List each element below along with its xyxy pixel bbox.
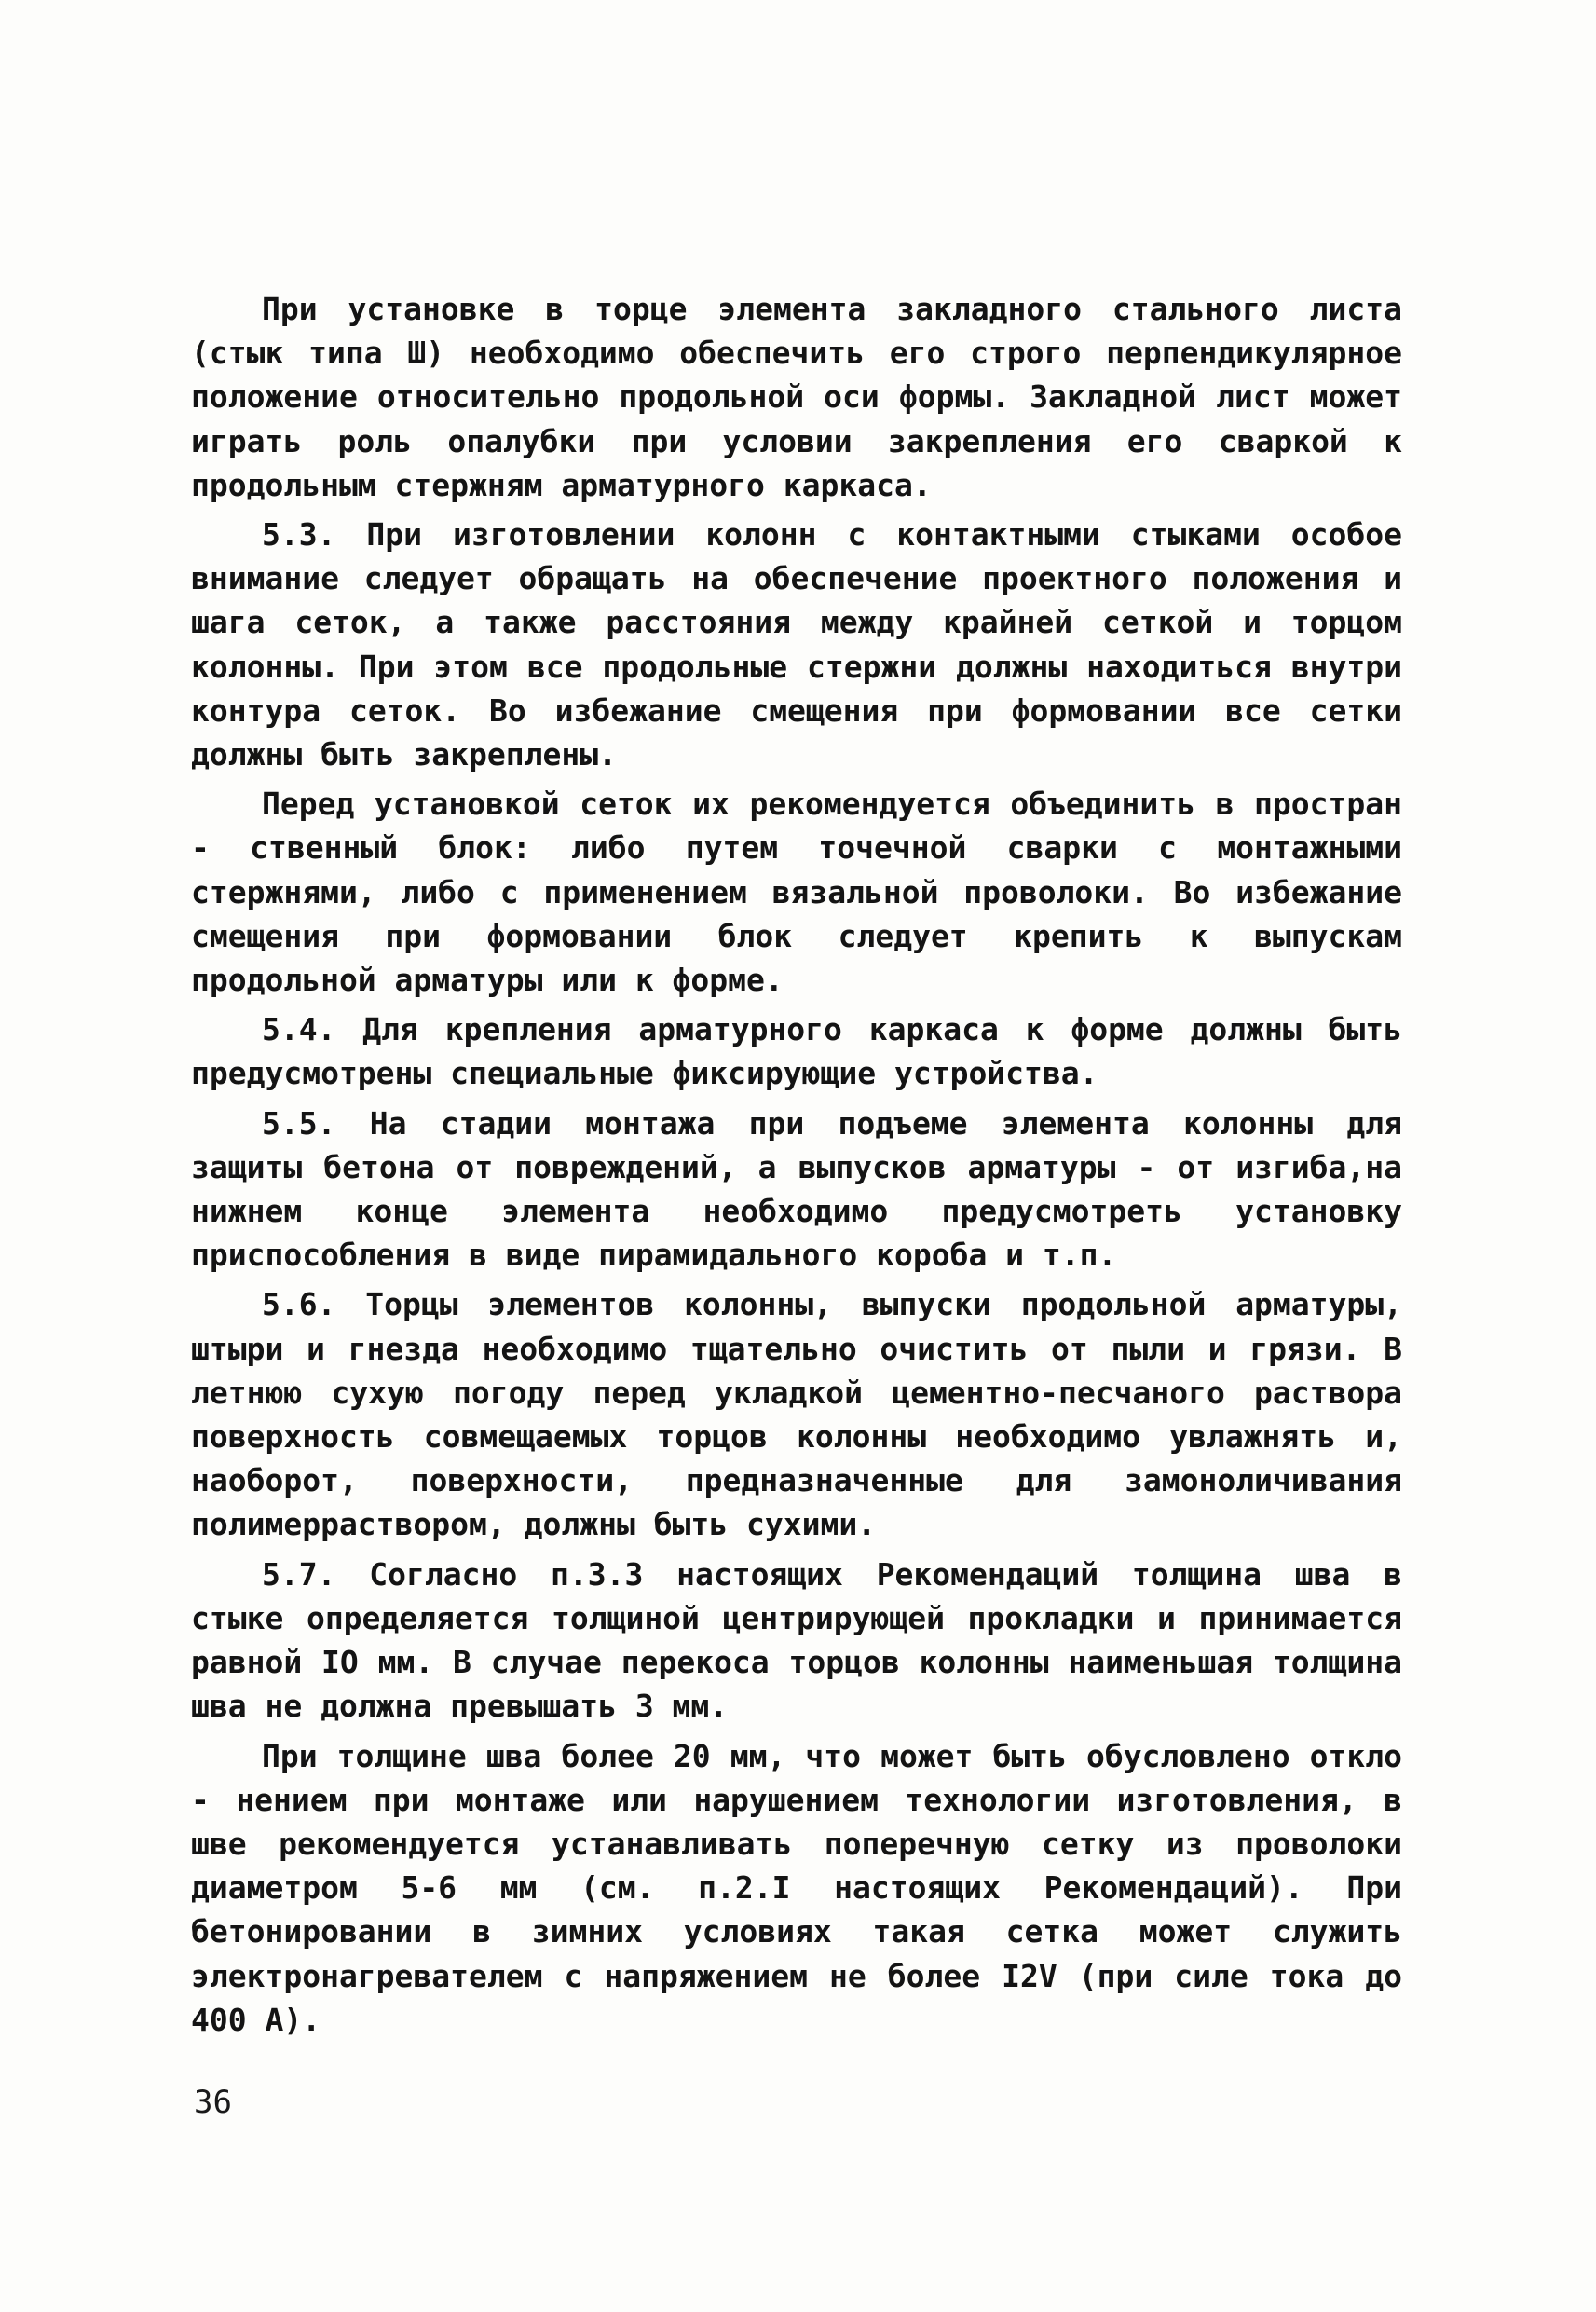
paragraph-intro: При установке в торце элемента закладного стального листа (стык типа Ш) необходимо обеспечить его строго перпендикулярное положение относительно продольной оси формы. Закладной лист может играть роль опалубки при условии закрепления его сваркой к продольным стержням арматурного каркаса. — [191, 291, 1402, 503]
body-text — [191, 287, 1402, 2042]
paragraph-5-7-continued: При толщине шва более 20 мм, что может быть обусловлено откло - нением при монтаже или нарушением технологии изготовления, в шве рекомендуется устанавливать поперечную сетку из проволоки диаметром 5-6 мм (см. п.2.I настоящих Рекомендаций). При бетонировании в зимних условиях такая сетка может служить электронагревателем с напряжением не более I2V (при силе тока до 400 А). — [191, 1737, 1402, 2038]
paragraph-5-6: 5.6. Торцы элементов колонны, выпуски продольной арматуры, штыри и гнезда необходимо тщательно очистить от пыли и грязи. В летнюю сухую погоду перед укладкой цементно-песчаного раствора поверхность совмещаемых торцов колонны необходимо увлажнять и, наоборот, поверхности, предназначенные для замоноличивания полимерраствором, должны быть сухими. — [191, 1286, 1402, 1543]
paragraph-5-7: 5.7. Согласно п.3.3 настоящих Рекомендаций толщина шва в стыке определяется толщиной центрирующей прокладки и принимается равной IO мм. В случае перекоса торцов колонны наименьшая толщина шва не должна превышать 3 мм. — [191, 1555, 1402, 1725]
page-number: 36 — [194, 2084, 232, 2121]
paragraph-5-3-continued: Перед установкой сеток их рекомендуется объединить в простран - ственный блок: либо путем точечной сварки с монтажными стержнями, либо с применением вязальной проволоки. Во избежание смещения при формовании блок следует крепить к выпускам продольной арматуры или к форме. — [191, 786, 1402, 999]
paragraph-5-3: 5.3. При изготовлении колонн с контактными стыками особое внимание следует обращать на обеспечение проектного положения и шага сеток, а также расстояния между крайней сеткой и торцом колонны. При этом все продольные стержни должны находиться внутри контура сеток. Во избежание смещения при формовании все сетки должны быть закреплены. — [191, 516, 1402, 773]
paragraph-5-4: 5.4. Для крепления арматурного каркаса к форме должны быть предусмотрены специальные фиксирующие устройства. — [191, 1011, 1402, 1092]
paragraph-5-5: 5.5. На стадии монтажа при подъеме элемента колонны для защиты бетона от повреждений, а выпусков арматуры - от изгиба,на нижнем конце элемента необходимо предусмотреть установку приспособления в виде пирамидального короба и т.п. — [191, 1104, 1402, 1274]
